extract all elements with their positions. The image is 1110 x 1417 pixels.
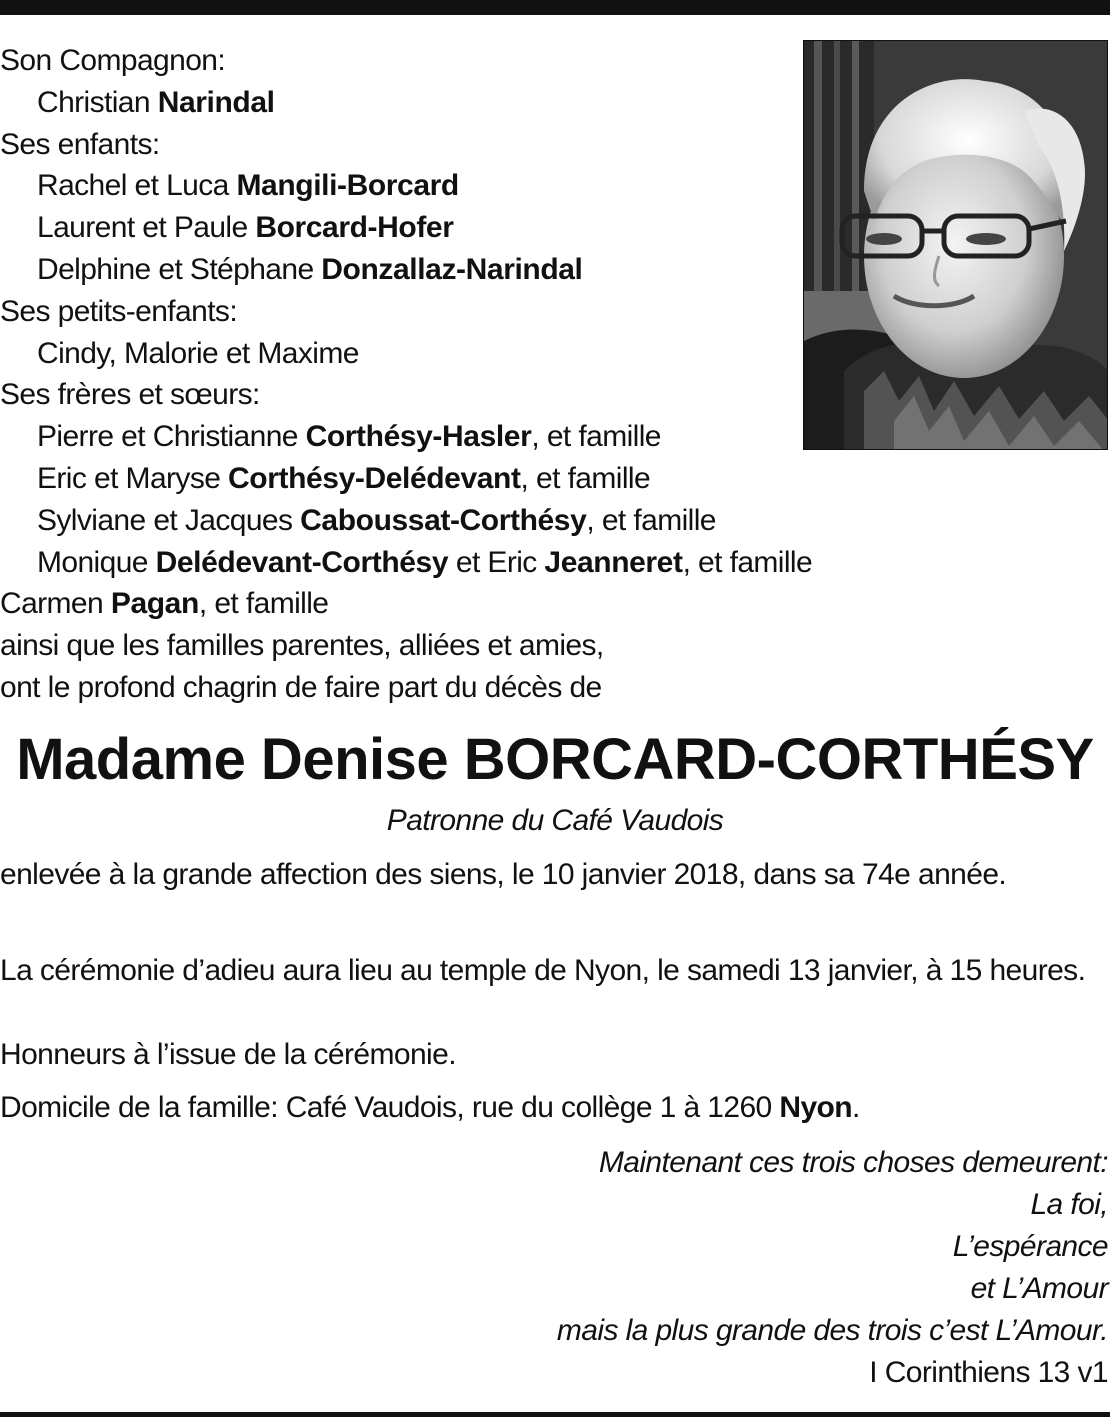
ceremony-details: La cérémonie d’adieu aura lieu au temple de Nyon, le samedi 13 janvier, à 15 heures. — [0, 954, 1086, 987]
sibling-suffix: , et famille — [520, 461, 651, 495]
companion-last: Narindal — [157, 85, 275, 119]
carmen-first: Carmen — [0, 587, 111, 621]
domicile-prefix: Domicile de la famille: Café Vaudois, rue du collège 1 à 1260 — [0, 1091, 780, 1124]
grandchildren-entry: Cindy, Malorie et Maxime — [37, 336, 359, 370]
death-announcement: enlevée à la grande affection des siens, le 10 janvier 2018, dans sa 74e année. — [0, 858, 1007, 891]
verse-line: mais la plus grande des trois c’est L’Amour. — [556, 1314, 1108, 1347]
child-last: Mangili-Borcard — [236, 169, 459, 203]
domicile-suffix: . — [852, 1091, 860, 1124]
domicile-city: Nyon — [779, 1091, 852, 1124]
verse-line: L’espérance — [952, 1230, 1108, 1263]
sibling-last: Corthésy-Hasler — [305, 420, 532, 454]
closing-line-2: ont le profond chagrin de faire part du décès de — [0, 670, 602, 704]
sibling-suffix: , et famille — [682, 545, 813, 579]
sibling-first: Pierre et Christianne — [37, 420, 306, 454]
child-first: Delphine et Stéphane — [37, 252, 322, 286]
portrait-illustration — [804, 41, 1108, 450]
carmen-last: Pagan — [110, 587, 199, 621]
sibling-suffix: , et famille — [531, 420, 661, 454]
domicile-address — [0, 1087, 1110, 1129]
sibling-first: Monique — [37, 545, 156, 579]
child-last: Donzallaz-Narindal — [321, 252, 583, 286]
verse-line: et L’Amour — [970, 1272, 1108, 1305]
child-last: Borcard-Hofer — [255, 211, 454, 245]
sibling-last-2: Jeanneret — [544, 545, 683, 579]
siblings-heading: Ses frères et sœurs: — [0, 378, 260, 412]
bottom-border-rule — [0, 1412, 1110, 1417]
sibling-middle: et Eric — [448, 545, 545, 579]
verse-reference: I Corinthiens 13 v1 — [869, 1356, 1108, 1389]
deceased-title: Patronne du Café Vaudois — [386, 804, 724, 837]
sibling-first: Sylviane et Jacques — [37, 503, 301, 537]
sibling-last: Caboussat-Corthésy — [300, 503, 587, 537]
sibling-last: Delédevant-Corthésy — [155, 545, 449, 579]
deceased-name: Madame Denise BORCARD-CORTHÉSY — [16, 727, 1094, 792]
verse-line: La foi, — [1030, 1188, 1108, 1221]
carmen-entry — [0, 583, 1000, 625]
honours-note: Honneurs à l’issue de la cérémonie. — [0, 1038, 456, 1071]
children-heading: Ses enfants: — [0, 127, 160, 161]
sibling-entry — [0, 500, 1000, 542]
carmen-suffix: , et famille — [198, 587, 329, 621]
grandchildren-heading: Ses petits-enfants: — [0, 294, 238, 328]
companion-first: Christian — [37, 85, 158, 119]
child-first: Rachel et Luca — [37, 169, 237, 203]
bible-verse — [308, 1142, 1108, 1394]
sibling-suffix: , et famille — [586, 503, 716, 537]
verse-line: Maintenant ces trois choses demeurent: — [598, 1146, 1108, 1179]
companion-heading: Son Compagnon: — [0, 44, 226, 77]
sibling-first: Eric et Maryse — [37, 461, 229, 495]
sibling-last: Corthésy-Delédevant — [228, 461, 521, 495]
child-first: Laurent et Paule — [37, 211, 256, 245]
sibling-entry — [0, 458, 1000, 500]
sibling-entry-monique — [0, 542, 1000, 584]
top-border-rule — [0, 0, 1110, 15]
closing-line-1: ainsi que les familles parentes, alliées et amies, — [0, 629, 604, 663]
portrait-photo — [803, 40, 1108, 450]
